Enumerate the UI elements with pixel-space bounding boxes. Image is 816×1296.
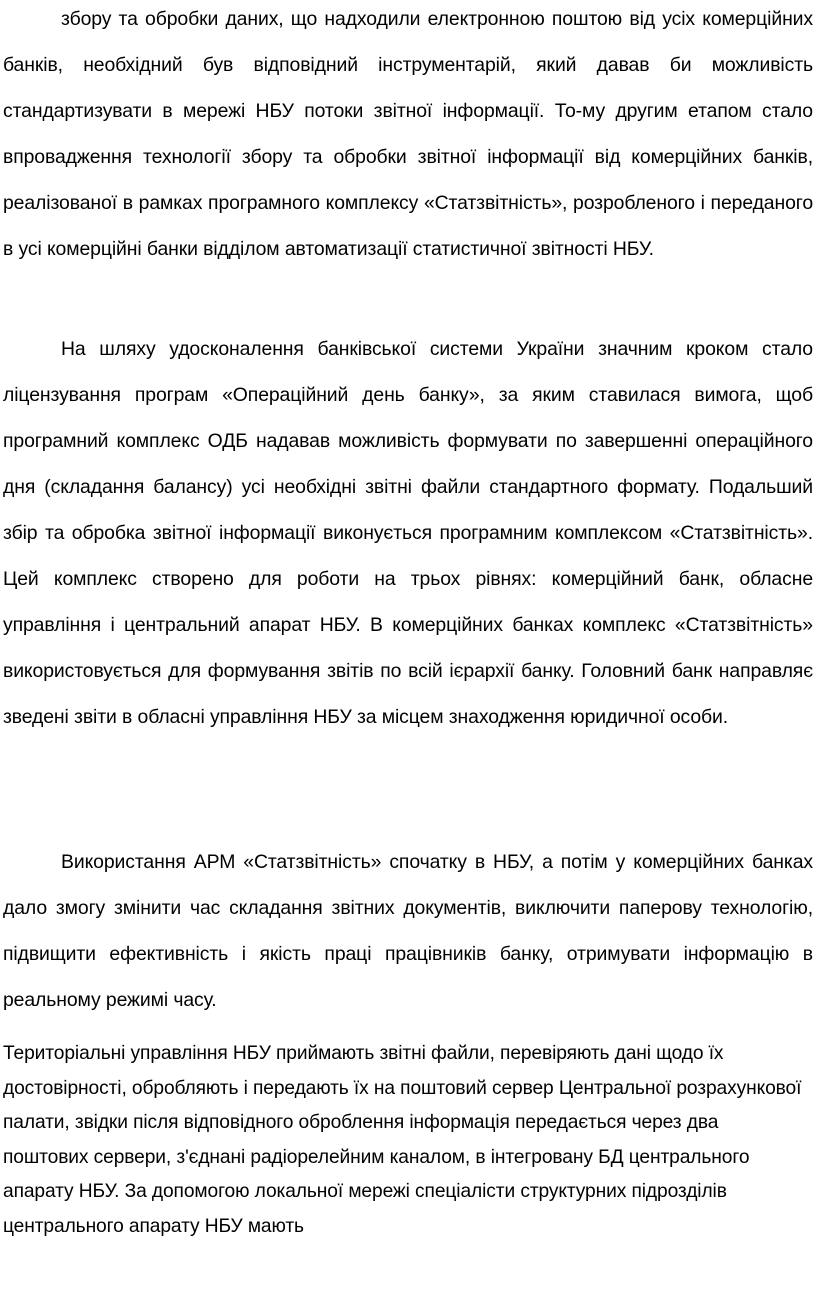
paragraph-4: Територіальні управління НБУ приймають звітні файли, перевіряють дані щодо їх достовірності, обробляють і передають їх на поштовий сервер Центральної розрахункової палати, звідки після відповідного оброблення інформація передається через два поштових сервери, з'єднані радіорелейним каналом, в інтегровану БД центрального апарату НБУ. За допомогою локальної мережі спеціалісти структурних підрозділів центрального апарату НБУ мають <box>3 1043 802 1237</box>
paragraph-2: На шляху удосконалення банківської системи України значним кроком стало ліцензування програм «Операційний день банку», за яким ставилася вимога, щоб програмний комплекс ОДБ надавав можливість формувати по завершенні операційного дня (складання балансу) усі необхідні звітні файли стандартного формату. Подальший збір та обробка звітної інформації виконується програмним комплексом «Статзвітність». Цей комплекс створено для роботи на трьох рівнях: комерційний банк, обласне управління і центральний апарат НБУ. В комерційних банках комплекс «Статзвітність» використовується для формування звітів по всій ієрархії банку. Головний банк направляє зведені звіти в обласні управління НБУ за місцем знаходження юридичної особи. <box>3 338 813 728</box>
paragraph-1: збору та обробки даних, що надходили електронною поштою від усіх комерційних банків, необхідний був відповідний інструментарій, який давав би можливість стандартизувати в мережі НБУ потоки звітної інформації. То-му другим етапом стало впровадження технології збору та обробки звітної інформації від комерційних банків, реалізованої в рамках програмного комплексу «Статзвітність», розробленого і переданого в усі комерційні банки відділом автоматизації статистичної звітності НБУ. <box>3 8 813 260</box>
paragraph-3: Використання АРМ «Статзвітність» спочатку в НБУ, а потім у комерційних банках дало змогу змінити час складання звітних документів, виключити паперову технологію, підвищити ефективність і якість праці працівників банку, отримувати інформацію в реальному режимі часу. <box>3 851 813 1011</box>
